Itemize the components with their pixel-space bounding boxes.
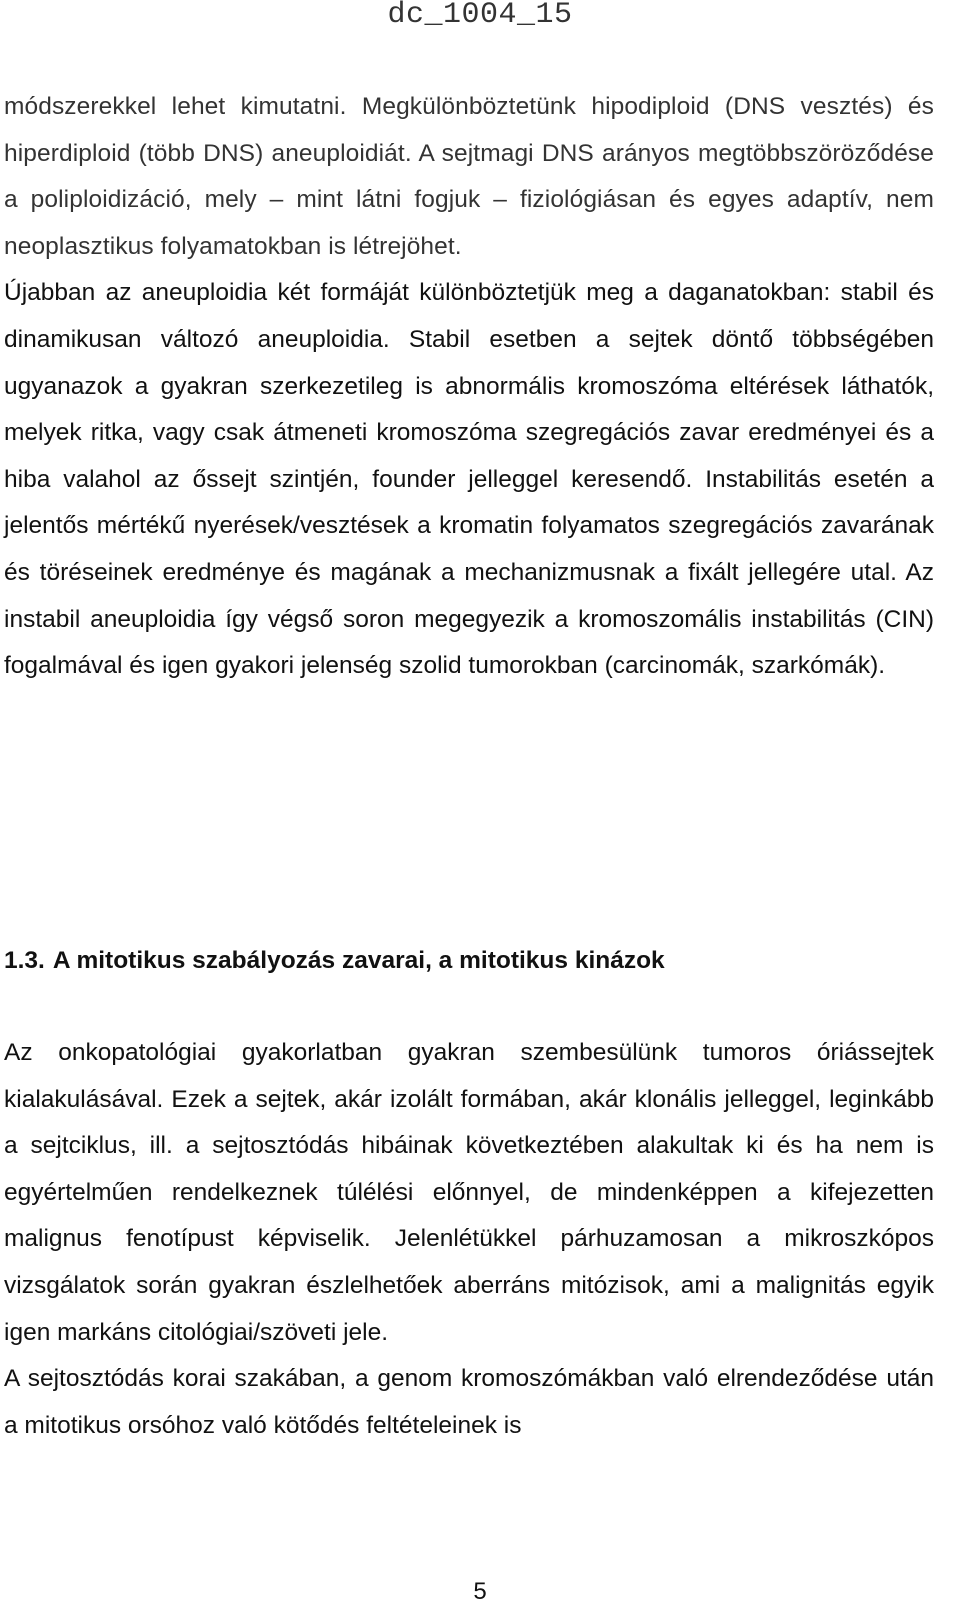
- page-number: 5: [473, 1578, 487, 1605]
- document-id-header: dc_1004_15: [387, 0, 573, 32]
- intro-text-block: [4, 84, 934, 690]
- paragraph-giant-cells: Az onkopatológiai gyakorlatban gyakran szembesülünk tumoros óriássejtek kialakulásával. Ezek a sejtek, akár izolált formában, akár klonális jelleggel, leginkább a sejtciklus, ill. a sejtosztódás hibáinak következtében alakultak ki és ha nem is egyértelműen rendelkeznek túlélési előnnyel, de mindenképpen a kifejezetten malignus fenotípust képviselik. Jelenlétükkel párhuzamosan a mikroszkópos vizsgálatok során gyakran észlelhetőek aberráns mitózisok, ami a malignitás egyik igen markáns citológiai/szöveti jele.: [4, 1039, 934, 1346]
- paragraph-aneuploidy-forms: Újabban az aneuploidia két formáját különböztetjük meg a daganatokban: stabil és dinamikusan változó aneuploidia. Stabil esetben a sejtek döntő többségében ugyanazok a gyakran szerkezetileg is abnormális kromoszóma eltérések láthatók, melyek ritka, vagy csak átmeneti kromoszóma szegregációs zavar eredményei és a hiba valahol az őssejt szintjén, founder jelleggel keresendő. Instabilitás esetén a jelentős mértékű nyerések/vesztések a kromatin folyamatos szegregációs zavarának és töréseinek eredménye és magának a mechanizmusnak a fixált jellegére utal. Az instabil aneuploidia így végső soron megegyezik a kromoszomális instabilitás (CIN) fogalmával és igen gyakori jelenség szolid tumorokban (carcinomák, szarkómák).: [4, 279, 934, 680]
- section-heading: [4, 938, 934, 984]
- section-body-block: [4, 1030, 934, 1449]
- paragraph-cell-division: A sejtosztódás korai szakában, a genom kromoszómákban való elrendeződése után a mitotikus orsóhoz való kötődés feltételeinek is: [4, 1365, 934, 1439]
- section-title: A mitotikus szabályozás zavarai, a mitotikus kinázok: [52, 947, 665, 974]
- paragraph-aneuploidy-definition: módszerekkel lehet kimutatni. Megkülönböztetünk hipodiploid (DNS vesztés) és hiperdiploid (több DNS) aneuploidiát. A sejtmagi DNS arányos megtöbbszöröződése a poliploidizáció, mely – mint látni fogjuk – fiziológiásan és egyes adaptív, nem neoplasztikus folyamatokban is létrejöhet.: [4, 93, 934, 260]
- section-number: 1.3.: [4, 947, 45, 974]
